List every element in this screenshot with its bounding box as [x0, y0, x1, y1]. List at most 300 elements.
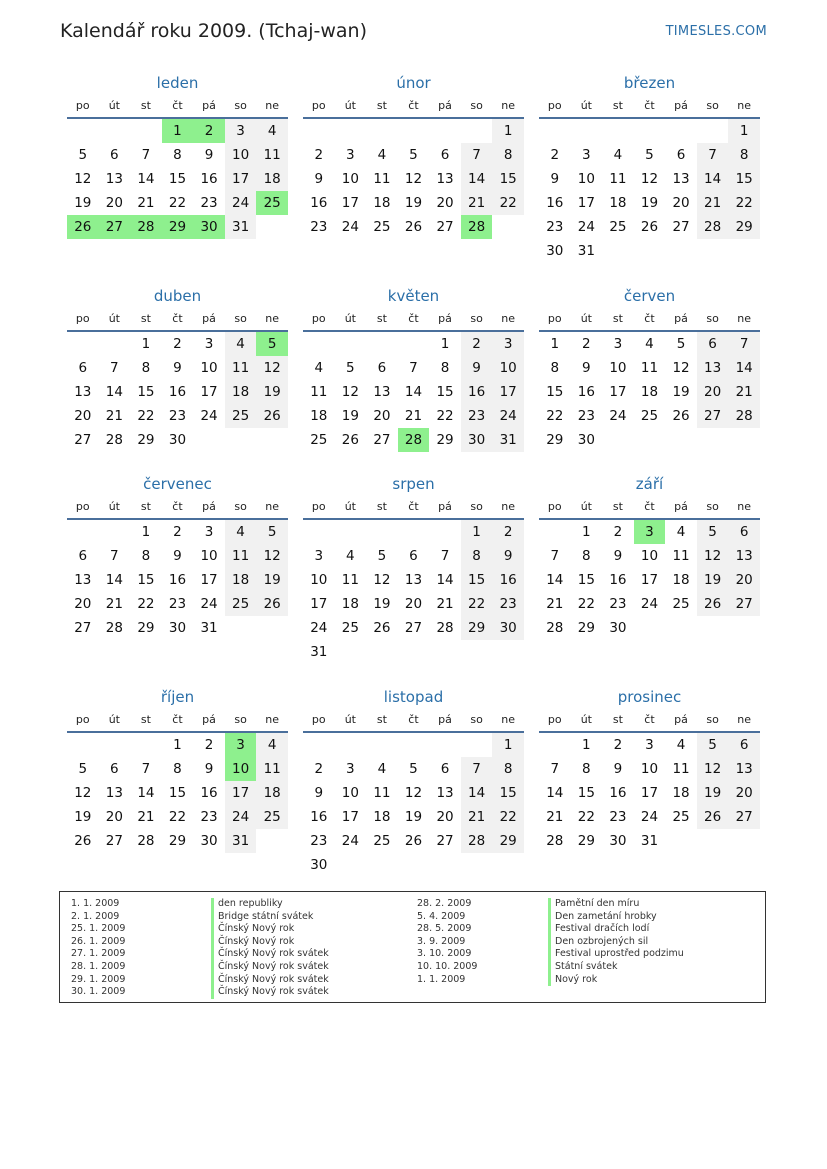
holiday-day[interactable]: 26 [67, 215, 99, 239]
day-cell[interactable]: 6 [728, 520, 760, 544]
day-cell[interactable]: 23 [609, 809, 627, 825]
day-cell[interactable]: 21 [105, 596, 123, 612]
day-cell[interactable]: 1 [440, 336, 450, 352]
day-cell[interactable]: 1 [492, 119, 524, 143]
day-cell[interactable]: 14 [105, 384, 123, 400]
day-cell[interactable]: 23 [310, 833, 328, 849]
day-cell[interactable]: 2 [613, 737, 623, 753]
day-cell[interactable]: 31 [492, 428, 524, 452]
day-cell[interactable]: 17 [225, 167, 257, 191]
day-cell[interactable]: 27 [436, 219, 454, 235]
day-cell[interactable]: 20 [436, 809, 454, 825]
day-cell[interactable]: 29 [436, 432, 454, 448]
day-cell[interactable]: 27 [74, 432, 92, 448]
holiday-day[interactable]: 29 [162, 215, 194, 239]
day-cell[interactable]: 28 [728, 404, 760, 428]
day-cell[interactable]: 27 [728, 805, 760, 829]
day-cell[interactable]: 25 [341, 620, 359, 636]
day-cell[interactable]: 6 [78, 548, 88, 564]
day-cell[interactable]: 14 [461, 167, 493, 191]
day-cell[interactable]: 25 [672, 809, 690, 825]
holiday-day[interactable]: 25 [256, 191, 288, 215]
day-cell[interactable]: 2 [173, 524, 182, 540]
day-cell[interactable]: 1 [141, 336, 151, 352]
day-cell[interactable]: 20 [105, 195, 123, 211]
day-cell[interactable]: 19 [341, 408, 359, 424]
day-cell[interactable]: 27 [728, 592, 760, 616]
day-cell[interactable]: 9 [550, 171, 560, 187]
day-cell[interactable]: 23 [200, 809, 218, 825]
day-cell[interactable]: 4 [676, 737, 686, 753]
day-cell[interactable]: 29 [137, 620, 155, 636]
day-cell[interactable]: 21 [137, 809, 155, 825]
day-cell[interactable]: 15 [168, 171, 187, 187]
day-cell[interactable]: 17 [492, 380, 524, 404]
day-cell[interactable]: 18 [672, 785, 690, 801]
day-cell[interactable]: 5 [78, 147, 88, 163]
day-cell[interactable]: 7 [110, 360, 119, 376]
holiday-day[interactable]: 28 [130, 215, 162, 239]
day-cell[interactable]: 17 [640, 785, 659, 801]
day-cell[interactable]: 17 [640, 572, 659, 588]
holiday-day[interactable]: 27 [99, 215, 131, 239]
day-cell[interactable]: 21 [137, 195, 155, 211]
day-cell[interactable]: 26 [404, 833, 423, 849]
day-cell[interactable]: 13 [105, 171, 123, 187]
day-cell[interactable]: 9 [314, 171, 324, 187]
day-cell[interactable]: 10 [609, 360, 627, 376]
day-cell[interactable]: 25 [256, 805, 288, 829]
holiday-day[interactable]: 1 [162, 119, 194, 143]
day-cell[interactable]: 11 [672, 761, 690, 777]
day-cell[interactable]: 2 [550, 147, 560, 163]
day-cell[interactable]: 20 [697, 380, 729, 404]
day-cell[interactable]: 13 [436, 785, 454, 801]
day-cell[interactable]: 22 [492, 805, 524, 829]
day-cell[interactable]: 19 [404, 809, 423, 825]
day-cell[interactable]: 30 [310, 857, 328, 873]
day-cell[interactable]: 26 [404, 219, 423, 235]
day-cell[interactable]: 11 [225, 544, 257, 568]
day-cell[interactable]: 13 [697, 356, 729, 380]
day-cell[interactable]: 5 [676, 336, 686, 352]
day-cell[interactable]: 21 [105, 408, 123, 424]
day-cell[interactable]: 11 [225, 356, 257, 380]
day-cell[interactable]: 20 [672, 195, 690, 211]
day-cell[interactable]: 23 [461, 404, 493, 428]
day-cell[interactable]: 21 [697, 191, 729, 215]
day-cell[interactable]: 14 [436, 572, 454, 588]
day-cell[interactable]: 10 [200, 360, 218, 376]
day-cell[interactable]: 11 [341, 572, 359, 588]
day-cell[interactable]: 13 [728, 544, 760, 568]
holiday-day[interactable]: 2 [193, 119, 225, 143]
day-cell[interactable]: 10 [225, 143, 257, 167]
day-cell[interactable]: 21 [728, 380, 760, 404]
day-cell[interactable]: 3 [582, 147, 591, 163]
day-cell[interactable]: 2 [492, 520, 524, 544]
day-cell[interactable]: 27 [436, 833, 454, 849]
day-cell[interactable]: 4 [377, 147, 387, 163]
day-cell[interactable]: 23 [492, 592, 524, 616]
day-cell[interactable]: 30 [546, 243, 564, 259]
day-cell[interactable]: 15 [546, 384, 564, 400]
day-cell[interactable]: 10 [577, 171, 595, 187]
day-cell[interactable]: 16 [310, 809, 328, 825]
day-cell[interactable]: 8 [550, 360, 560, 376]
day-cell[interactable]: 26 [373, 620, 391, 636]
day-cell[interactable]: 31 [577, 243, 595, 259]
day-cell[interactable]: 16 [461, 380, 493, 404]
day-cell[interactable]: 7 [461, 143, 493, 167]
day-cell[interactable]: 29 [137, 432, 155, 448]
day-cell[interactable]: 30 [577, 432, 595, 448]
day-cell[interactable]: 7 [728, 332, 760, 356]
day-cell[interactable]: 11 [256, 143, 288, 167]
day-cell[interactable]: 15 [577, 785, 595, 801]
holiday-day[interactable]: 10 [225, 757, 257, 781]
day-cell[interactable]: 7 [550, 548, 560, 564]
day-cell[interactable]: 18 [609, 195, 627, 211]
day-cell[interactable]: 27 [697, 404, 729, 428]
day-cell[interactable]: 15 [137, 384, 155, 400]
day-cell[interactable]: 22 [461, 592, 493, 616]
day-cell[interactable]: 11 [373, 171, 391, 187]
day-cell[interactable]: 12 [404, 785, 423, 801]
day-cell[interactable]: 27 [373, 432, 391, 448]
day-cell[interactable]: 16 [492, 568, 524, 592]
day-cell[interactable]: 6 [440, 761, 450, 777]
day-cell[interactable]: 8 [461, 544, 493, 568]
site-logo[interactable]: TIMESLES.COM [665, 24, 767, 39]
day-cell[interactable]: 7 [550, 761, 560, 777]
day-cell[interactable]: 16 [200, 785, 218, 801]
day-cell[interactable]: 20 [74, 596, 92, 612]
day-cell[interactable]: 19 [404, 195, 423, 211]
day-cell[interactable]: 2 [582, 336, 591, 352]
day-cell[interactable]: 19 [256, 380, 288, 404]
day-cell[interactable]: 25 [225, 404, 257, 428]
day-cell[interactable]: 8 [582, 761, 591, 777]
day-cell[interactable]: 29 [492, 829, 524, 853]
holiday-day[interactable]: 28 [461, 215, 493, 239]
day-cell[interactable]: 12 [672, 360, 690, 376]
day-cell[interactable]: 4 [225, 520, 257, 544]
day-cell[interactable]: 8 [440, 360, 450, 376]
day-cell[interactable]: 7 [697, 143, 729, 167]
day-cell[interactable]: 19 [640, 195, 659, 211]
day-cell[interactable]: 10 [341, 785, 359, 801]
day-cell[interactable]: 15 [728, 167, 760, 191]
day-cell[interactable]: 21 [404, 408, 423, 424]
day-cell[interactable]: 12 [697, 757, 729, 781]
day-cell[interactable]: 20 [728, 781, 760, 805]
day-cell[interactable]: 21 [461, 805, 493, 829]
day-cell[interactable]: 3 [314, 548, 324, 564]
day-cell[interactable]: 20 [728, 568, 760, 592]
day-cell[interactable]: 14 [546, 572, 564, 588]
day-cell[interactable]: 30 [461, 428, 493, 452]
day-cell[interactable]: 30 [200, 833, 218, 849]
day-cell[interactable]: 30 [168, 432, 187, 448]
day-cell[interactable]: 5 [346, 360, 355, 376]
day-cell[interactable]: 6 [697, 332, 729, 356]
day-cell[interactable]: 3 [225, 119, 257, 143]
day-cell[interactable]: 29 [546, 432, 564, 448]
day-cell[interactable]: 20 [436, 195, 454, 211]
day-cell[interactable]: 13 [672, 171, 690, 187]
day-cell[interactable]: 8 [173, 147, 182, 163]
holiday-day[interactable]: 30 [193, 215, 225, 239]
day-cell[interactable]: 24 [640, 809, 659, 825]
day-cell[interactable]: 4 [346, 548, 355, 564]
day-cell[interactable]: 14 [404, 384, 423, 400]
day-cell[interactable]: 3 [204, 524, 214, 540]
day-cell[interactable]: 8 [141, 548, 151, 564]
day-cell[interactable]: 7 [409, 360, 418, 376]
day-cell[interactable]: 19 [672, 384, 690, 400]
day-cell[interactable]: 17 [609, 384, 627, 400]
day-cell[interactable]: 7 [110, 548, 119, 564]
day-cell[interactable]: 25 [672, 596, 690, 612]
day-cell[interactable]: 17 [200, 384, 218, 400]
day-cell[interactable]: 18 [256, 167, 288, 191]
day-cell[interactable]: 5 [256, 520, 288, 544]
day-cell[interactable]: 11 [310, 384, 328, 400]
day-cell[interactable]: 19 [373, 596, 391, 612]
day-cell[interactable]: 24 [609, 408, 627, 424]
day-cell[interactable]: 4 [613, 147, 623, 163]
day-cell[interactable]: 16 [310, 195, 328, 211]
day-cell[interactable]: 3 [613, 336, 623, 352]
day-cell[interactable]: 13 [74, 572, 92, 588]
day-cell[interactable]: 20 [373, 408, 391, 424]
day-cell[interactable]: 26 [697, 805, 729, 829]
day-cell[interactable]: 1 [141, 524, 151, 540]
day-cell[interactable]: 20 [404, 596, 423, 612]
day-cell[interactable]: 16 [168, 384, 187, 400]
day-cell[interactable]: 11 [609, 171, 627, 187]
day-cell[interactable]: 29 [168, 833, 187, 849]
day-cell[interactable]: 6 [110, 147, 119, 163]
day-cell[interactable]: 14 [546, 785, 564, 801]
day-cell[interactable]: 25 [373, 219, 391, 235]
day-cell[interactable]: 15 [492, 167, 524, 191]
day-cell[interactable]: 22 [436, 408, 454, 424]
day-cell[interactable]: 16 [168, 572, 187, 588]
day-cell[interactable]: 5 [377, 548, 387, 564]
day-cell[interactable]: 22 [137, 408, 155, 424]
day-cell[interactable]: 9 [613, 548, 623, 564]
day-cell[interactable]: 1 [173, 737, 182, 753]
day-cell[interactable]: 23 [609, 596, 627, 612]
day-cell[interactable]: 19 [256, 568, 288, 592]
day-cell[interactable]: 29 [577, 620, 595, 636]
day-cell[interactable]: 17 [200, 572, 218, 588]
day-cell[interactable]: 18 [373, 195, 391, 211]
day-cell[interactable]: 20 [105, 809, 123, 825]
day-cell[interactable]: 18 [310, 408, 328, 424]
day-cell[interactable]: 18 [672, 572, 690, 588]
day-cell[interactable]: 18 [225, 380, 257, 404]
day-cell[interactable]: 31 [640, 833, 659, 849]
day-cell[interactable]: 2 [314, 761, 324, 777]
day-cell[interactable]: 26 [74, 833, 92, 849]
day-cell[interactable]: 13 [74, 384, 92, 400]
day-cell[interactable]: 15 [492, 781, 524, 805]
day-cell[interactable]: 13 [728, 757, 760, 781]
day-cell[interactable]: 19 [697, 781, 729, 805]
day-cell[interactable]: 6 [377, 360, 387, 376]
day-cell[interactable]: 15 [436, 384, 454, 400]
day-cell[interactable]: 27 [404, 620, 423, 636]
day-cell[interactable]: 17 [341, 195, 359, 211]
day-cell[interactable]: 4 [314, 360, 324, 376]
day-cell[interactable]: 8 [173, 761, 182, 777]
day-cell[interactable]: 9 [173, 548, 182, 564]
day-cell[interactable]: 12 [256, 356, 288, 380]
day-cell[interactable]: 23 [310, 219, 328, 235]
day-cell[interactable]: 13 [436, 171, 454, 187]
day-cell[interactable]: 23 [577, 408, 595, 424]
day-cell[interactable]: 1 [582, 524, 591, 540]
day-cell[interactable]: 20 [74, 408, 92, 424]
day-cell[interactable]: 14 [461, 781, 493, 805]
day-cell[interactable]: 22 [168, 195, 187, 211]
day-cell[interactable]: 27 [105, 833, 123, 849]
day-cell[interactable]: 25 [225, 592, 257, 616]
holiday-day[interactable]: 28 [398, 428, 430, 452]
day-cell[interactable]: 25 [310, 432, 328, 448]
day-cell[interactable]: 13 [105, 785, 123, 801]
day-cell[interactable]: 28 [436, 620, 454, 636]
day-cell[interactable]: 28 [546, 833, 564, 849]
day-cell[interactable]: 21 [461, 191, 493, 215]
day-cell[interactable]: 17 [341, 809, 359, 825]
day-cell[interactable]: 29 [577, 833, 595, 849]
day-cell[interactable]: 9 [461, 356, 493, 380]
day-cell[interactable]: 25 [373, 833, 391, 849]
day-cell[interactable]: 18 [373, 809, 391, 825]
holiday-day[interactable]: 3 [634, 520, 666, 544]
day-cell[interactable]: 30 [609, 620, 627, 636]
day-cell[interactable]: 22 [137, 596, 155, 612]
day-cell[interactable]: 24 [200, 596, 218, 612]
day-cell[interactable]: 25 [640, 408, 659, 424]
day-cell[interactable]: 1 [582, 737, 591, 753]
day-cell[interactable]: 3 [346, 147, 355, 163]
day-cell[interactable]: 15 [168, 785, 187, 801]
day-cell[interactable]: 22 [546, 408, 564, 424]
day-cell[interactable]: 28 [105, 620, 123, 636]
day-cell[interactable]: 19 [74, 195, 92, 211]
day-cell[interactable]: 13 [373, 384, 391, 400]
day-cell[interactable]: 31 [310, 644, 328, 660]
day-cell[interactable]: 4 [256, 119, 288, 143]
day-cell[interactable]: 18 [640, 384, 659, 400]
day-cell[interactable]: 24 [225, 805, 257, 829]
day-cell[interactable]: 6 [110, 761, 119, 777]
day-cell[interactable]: 17 [225, 781, 257, 805]
day-cell[interactable]: 11 [373, 785, 391, 801]
day-cell[interactable]: 23 [168, 596, 187, 612]
day-cell[interactable]: 22 [492, 191, 524, 215]
day-cell[interactable]: 3 [204, 336, 214, 352]
day-cell[interactable]: 28 [697, 215, 729, 239]
day-cell[interactable]: 10 [640, 548, 659, 564]
day-cell[interactable]: 2 [204, 737, 214, 753]
day-cell[interactable]: 9 [204, 761, 214, 777]
day-cell[interactable]: 16 [200, 171, 218, 187]
day-cell[interactable]: 12 [697, 544, 729, 568]
day-cell[interactable]: 9 [204, 147, 214, 163]
day-cell[interactable]: 24 [492, 404, 524, 428]
day-cell[interactable]: 18 [256, 781, 288, 805]
day-cell[interactable]: 12 [74, 785, 92, 801]
day-cell[interactable]: 24 [225, 191, 257, 215]
day-cell[interactable]: 10 [200, 548, 218, 564]
day-cell[interactable]: 5 [409, 147, 418, 163]
day-cell[interactable]: 3 [346, 761, 355, 777]
day-cell[interactable]: 8 [492, 757, 524, 781]
day-cell[interactable]: 3 [492, 332, 524, 356]
holiday-day[interactable]: 5 [256, 332, 288, 356]
day-cell[interactable]: 23 [200, 195, 218, 211]
day-cell[interactable]: 24 [341, 833, 359, 849]
day-cell[interactable]: 1 [492, 733, 524, 757]
day-cell[interactable]: 16 [609, 572, 627, 588]
day-cell[interactable]: 21 [436, 596, 454, 612]
day-cell[interactable]: 5 [697, 520, 729, 544]
day-cell[interactable]: 12 [341, 384, 359, 400]
day-cell[interactable]: 1 [461, 520, 493, 544]
day-cell[interactable]: 31 [225, 215, 257, 239]
day-cell[interactable]: 5 [645, 147, 654, 163]
day-cell[interactable]: 25 [609, 219, 627, 235]
day-cell[interactable]: 26 [672, 408, 690, 424]
day-cell[interactable]: 2 [314, 147, 324, 163]
day-cell[interactable]: 18 [341, 596, 359, 612]
day-cell[interactable]: 24 [640, 596, 659, 612]
day-cell[interactable]: 10 [310, 572, 328, 588]
day-cell[interactable]: 10 [640, 761, 659, 777]
day-cell[interactable]: 6 [676, 147, 686, 163]
day-cell[interactable]: 12 [256, 544, 288, 568]
day-cell[interactable]: 5 [697, 733, 729, 757]
day-cell[interactable]: 30 [609, 833, 627, 849]
day-cell[interactable]: 9 [173, 360, 182, 376]
holiday-day[interactable]: 3 [225, 733, 257, 757]
day-cell[interactable]: 2 [173, 336, 182, 352]
day-cell[interactable]: 22 [168, 809, 187, 825]
day-cell[interactable]: 23 [546, 219, 564, 235]
day-cell[interactable]: 22 [728, 191, 760, 215]
day-cell[interactable]: 15 [577, 572, 595, 588]
day-cell[interactable]: 24 [310, 620, 328, 636]
day-cell[interactable]: 21 [546, 596, 564, 612]
day-cell[interactable]: 30 [492, 616, 524, 640]
day-cell[interactable]: 8 [492, 143, 524, 167]
day-cell[interactable]: 2 [461, 332, 493, 356]
day-cell[interactable]: 26 [256, 404, 288, 428]
day-cell[interactable]: 26 [640, 219, 659, 235]
day-cell[interactable]: 31 [200, 620, 218, 636]
day-cell[interactable]: 7 [141, 147, 151, 163]
day-cell[interactable]: 4 [256, 733, 288, 757]
day-cell[interactable]: 14 [105, 572, 123, 588]
day-cell[interactable]: 16 [577, 384, 595, 400]
day-cell[interactable]: 16 [609, 785, 627, 801]
